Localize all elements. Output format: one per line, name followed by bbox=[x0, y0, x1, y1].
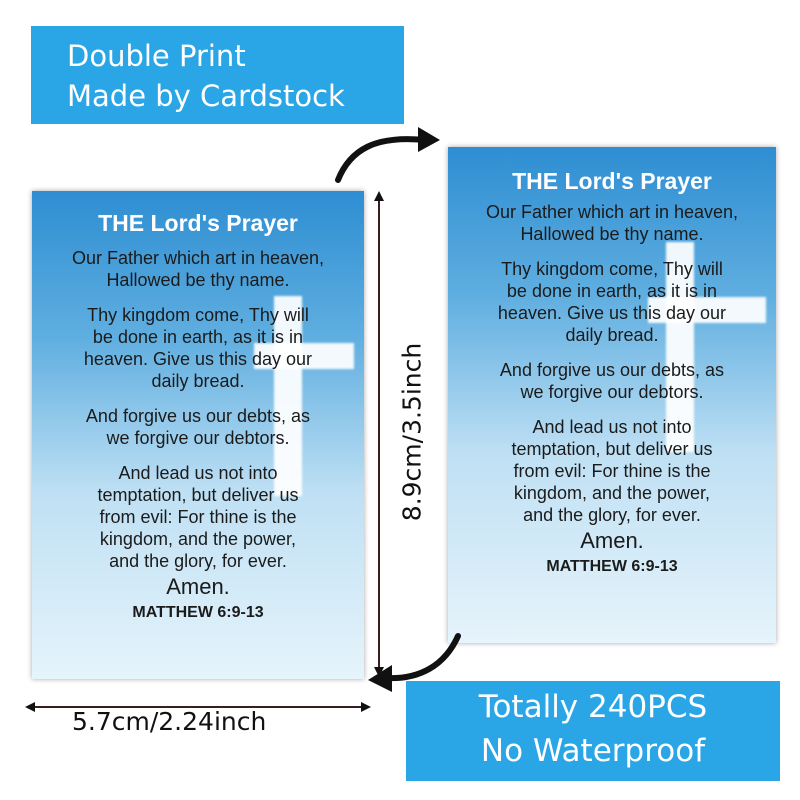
prayer-line: be done in earth, as it is in bbox=[506, 281, 718, 301]
prayer-line: daily bread. bbox=[565, 325, 659, 345]
banner-top-line2: Made by Cardstock bbox=[67, 79, 345, 113]
prayer-line: and the glory, for ever. bbox=[523, 505, 701, 525]
prayer-line: from evil: For thine is the bbox=[513, 461, 711, 481]
card-title: THE Lord's Prayer bbox=[98, 210, 298, 236]
scripture-reference: MATTHEW 6:9-13 bbox=[546, 558, 678, 575]
prayer-line: And lead us not into bbox=[532, 417, 692, 437]
curved-arrow-bottom-icon bbox=[385, 636, 458, 678]
banner-bottom-line1: Totally 240PCS bbox=[478, 689, 708, 725]
prayer-line: Hallowed be thy name. bbox=[106, 270, 290, 290]
prayer-line: kingdom, and the power, bbox=[99, 529, 297, 549]
prayer-line: Thy kingdom come, Thy will bbox=[501, 259, 723, 279]
banner-bottom-line2: No Waterproof bbox=[480, 733, 706, 769]
scripture-reference: MATTHEW 6:9-13 bbox=[132, 604, 264, 621]
prayer-line: And forgive us our debts, as bbox=[499, 360, 725, 380]
banner-top-line1: Double Print bbox=[67, 39, 246, 73]
prayer-line: temptation, but deliver us bbox=[97, 485, 299, 505]
card-title: THE Lord's Prayer bbox=[512, 168, 712, 194]
prayer-line: we forgive our debtors. bbox=[106, 428, 290, 448]
prayer-line: heaven. Give us this day our bbox=[497, 303, 727, 323]
prayer-line: we forgive our debtors. bbox=[520, 382, 704, 402]
height-label: 8.9cm/3.5inch bbox=[397, 342, 427, 522]
prayer-line: from evil: For thine is the bbox=[99, 507, 297, 527]
prayer-line: Our Father which art in heaven, bbox=[485, 202, 739, 222]
prayer-line: And lead us not into bbox=[118, 463, 278, 483]
prayer-line: and the glory, for ever. bbox=[109, 551, 287, 571]
prayer-line: daily bread. bbox=[151, 371, 245, 391]
curved-arrow-top-head bbox=[418, 127, 440, 152]
prayer-line: heaven. Give us this day our bbox=[83, 349, 313, 369]
banner-totally bbox=[406, 681, 780, 781]
curved-arrow-top-icon bbox=[338, 139, 425, 180]
width-label: 5.7cm/2.24inch bbox=[72, 707, 267, 736]
prayer-line: Hallowed be thy name. bbox=[520, 224, 704, 244]
prayer-line: Our Father which art in heaven, bbox=[71, 248, 325, 268]
amen-text: Amen. bbox=[166, 574, 230, 599]
prayer-line: kingdom, and the power, bbox=[513, 483, 711, 503]
amen-text: Amen. bbox=[580, 528, 644, 553]
prayer-line: Thy kingdom come, Thy will bbox=[87, 305, 309, 325]
prayer-line: temptation, but deliver us bbox=[511, 439, 713, 459]
prayer-line: And forgive us our debts, as bbox=[85, 406, 311, 426]
prayer-line: be done in earth, as it is in bbox=[92, 327, 304, 347]
